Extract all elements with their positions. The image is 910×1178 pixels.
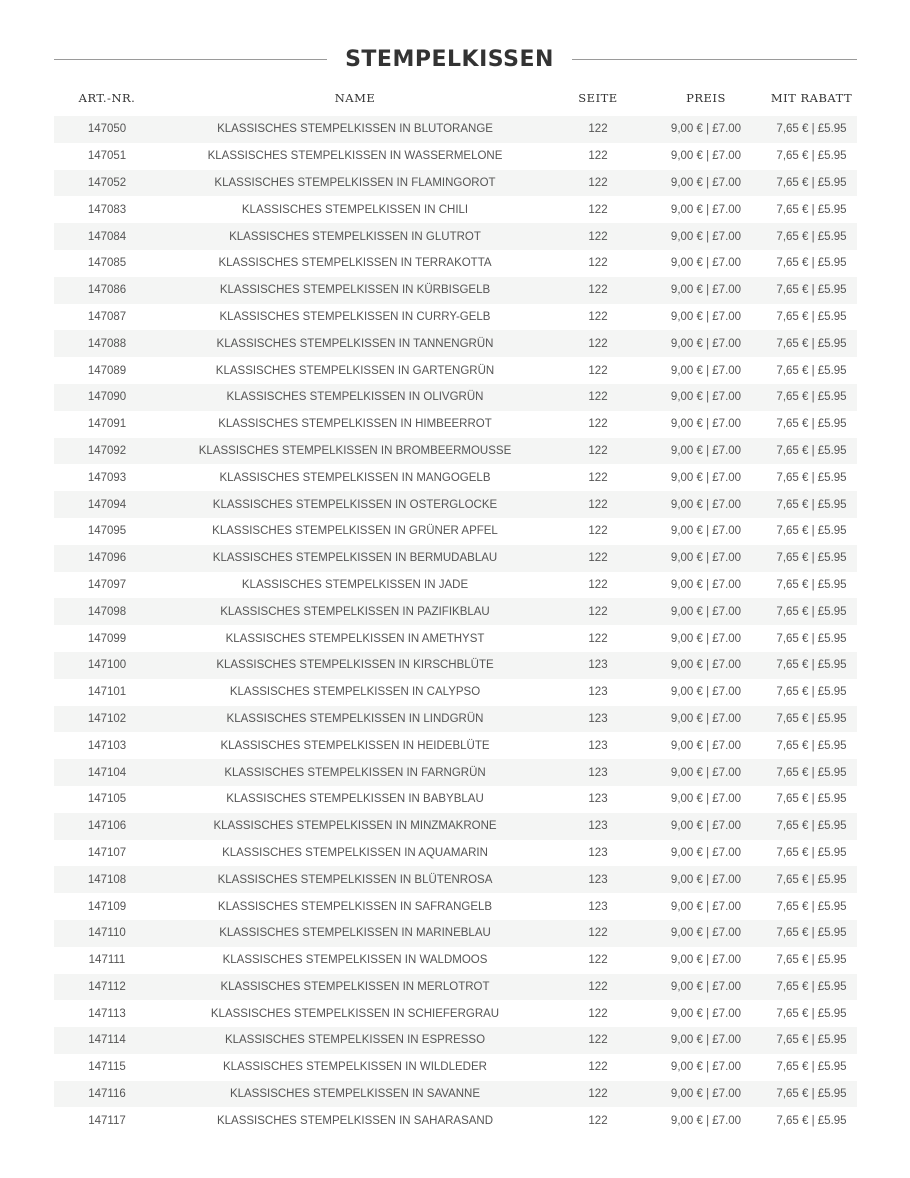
cell-art-nr: 147109 (87, 900, 127, 913)
cell-art-nr: 147102 (87, 712, 127, 725)
cell-preis: 9,00 € | £7.00 (670, 230, 742, 243)
cell-art-nr: 147108 (87, 873, 127, 886)
cell-seite: 122 (588, 418, 608, 431)
cell-mit-rabatt: 7,65 € | £5.95 (776, 1061, 847, 1074)
cell-seite: 122 (588, 1007, 608, 1020)
cell-seite: 123 (588, 900, 608, 913)
cell-name: KLASSISCHES STEMPELKISSEN IN FLAMINGOROT (214, 176, 496, 189)
cell-name: KLASSISCHES STEMPELKISSEN IN FARNGRÜN (224, 766, 486, 779)
cell-mit-rabatt: 7,65 € | £5.95 (776, 391, 847, 404)
table-row (54, 384, 857, 411)
cell-seite: 122 (588, 203, 608, 216)
table-header (54, 82, 857, 114)
table-row (54, 1027, 857, 1054)
cell-name: KLASSISCHES STEMPELKISSEN IN MANGOGELB (219, 471, 491, 484)
cell-name: KLASSISCHES STEMPELKISSEN IN CALYPSO (229, 686, 481, 699)
cell-art-nr: 147101 (87, 686, 127, 699)
cell-name: KLASSISCHES STEMPELKISSEN IN ESPRESSO (224, 1034, 486, 1047)
cell-name: KLASSISCHES STEMPELKISSEN IN MINZMAKRONE (213, 820, 497, 833)
cell-preis: 9,00 € | £7.00 (670, 766, 742, 779)
cell-mit-rabatt: 7,65 € | £5.95 (776, 123, 847, 136)
cell-name: KLASSISCHES STEMPELKISSEN IN GRÜNER APFEL (212, 525, 498, 538)
cell-mit-rabatt: 7,65 € | £5.95 (776, 739, 847, 752)
table-row (54, 813, 857, 840)
cell-art-nr: 147104 (87, 766, 127, 779)
cell-name: KLASSISCHES STEMPELKISSEN IN WASSERMELONE (207, 150, 503, 163)
cell-preis: 9,00 € | £7.00 (670, 820, 742, 833)
cell-seite: 122 (588, 1034, 608, 1047)
cell-mit-rabatt: 7,65 € | £5.95 (776, 900, 847, 913)
cell-preis: 9,00 € | £7.00 (670, 712, 742, 725)
cell-seite: 122 (588, 927, 608, 940)
cell-art-nr: 147114 (88, 1034, 126, 1047)
cell-preis: 9,00 € | £7.00 (670, 391, 742, 404)
cell-seite: 122 (588, 1114, 608, 1127)
cell-seite: 122 (588, 391, 608, 404)
table-row (54, 652, 857, 679)
cell-art-nr: 147090 (87, 391, 127, 404)
cell-preis: 9,00 € | £7.00 (670, 578, 742, 591)
cell-art-nr: 147052 (87, 176, 127, 189)
cell-preis: 9,00 € | £7.00 (670, 1034, 742, 1047)
cell-mit-rabatt: 7,65 € | £5.95 (776, 203, 847, 216)
table-row (54, 732, 857, 759)
cell-name: KLASSISCHES STEMPELKISSEN IN CHILI (241, 203, 469, 216)
page-title: STEMPELKISSEN (345, 47, 554, 72)
cell-name: KLASSISCHES STEMPELKISSEN IN BERMUDABLAU (212, 552, 498, 565)
cell-seite: 122 (588, 605, 608, 618)
table-row (54, 357, 857, 384)
cell-preis: 9,00 € | £7.00 (670, 900, 742, 913)
cell-mit-rabatt: 7,65 € | £5.95 (776, 284, 847, 297)
cell-preis: 9,00 € | £7.00 (670, 498, 742, 511)
cell-art-nr: 147094 (87, 498, 127, 511)
cell-name: KLASSISCHES STEMPELKISSEN IN LINDGRÜN (226, 712, 484, 725)
cell-name: KLASSISCHES STEMPELKISSEN IN MARINEBLAU (219, 927, 491, 940)
cell-mit-rabatt: 7,65 € | £5.95 (776, 659, 847, 672)
cell-art-nr: 147105 (87, 793, 127, 806)
cell-preis: 9,00 € | £7.00 (670, 846, 742, 859)
cell-seite: 123 (588, 846, 608, 859)
table-row (54, 920, 857, 947)
table-row (54, 223, 857, 250)
cell-mit-rabatt: 7,65 € | £5.95 (776, 1034, 847, 1047)
cell-name: KLASSISCHES STEMPELKISSEN IN OLIVGRÜN (226, 391, 484, 404)
cell-art-nr: 147084 (87, 230, 127, 243)
cell-preis: 9,00 € | £7.00 (670, 337, 742, 350)
cell-name: KLASSISCHES STEMPELKISSEN IN KIRSCHBLÜTE (216, 659, 494, 672)
cell-art-nr: 147092 (87, 444, 127, 457)
cell-name: KLASSISCHES STEMPELKISSEN IN OSTERGLOCKE (212, 498, 498, 511)
cell-mit-rabatt: 7,65 € | £5.95 (776, 471, 847, 484)
table-row (54, 625, 857, 652)
cell-preis: 9,00 € | £7.00 (670, 686, 742, 699)
table-row (54, 840, 857, 867)
table-row (54, 974, 857, 1001)
cell-mit-rabatt: 7,65 € | £5.95 (776, 1114, 847, 1127)
cell-seite: 122 (588, 176, 608, 189)
cell-art-nr: 147051 (87, 150, 127, 163)
table-row (54, 545, 857, 572)
cell-name: KLASSISCHES STEMPELKISSEN IN AQUAMARIN (222, 846, 488, 859)
cell-art-nr: 147096 (87, 552, 127, 565)
cell-name: KLASSISCHES STEMPELKISSEN IN AMETHYST (225, 632, 485, 645)
table-row (54, 250, 857, 277)
cell-preis: 9,00 € | £7.00 (670, 552, 742, 565)
cell-seite: 123 (588, 712, 608, 725)
cell-seite: 122 (588, 1061, 608, 1074)
cell-art-nr: 147116 (88, 1088, 126, 1101)
cell-seite: 122 (588, 150, 608, 163)
cell-art-nr: 147115 (88, 1061, 126, 1074)
cell-seite: 122 (588, 980, 608, 993)
cell-art-nr: 147107 (87, 846, 127, 859)
cell-seite: 122 (588, 954, 608, 967)
cell-preis: 9,00 € | £7.00 (670, 954, 742, 967)
cell-mit-rabatt: 7,65 € | £5.95 (776, 230, 847, 243)
cell-preis: 9,00 € | £7.00 (670, 632, 742, 645)
cell-preis: 9,00 € | £7.00 (670, 873, 742, 886)
cell-seite: 122 (588, 337, 608, 350)
table-row (54, 1081, 857, 1108)
cell-name: KLASSISCHES STEMPELKISSEN IN GARTENGRÜN (215, 364, 495, 377)
table-row (54, 411, 857, 438)
cell-art-nr: 147100 (87, 659, 127, 672)
cell-name: KLASSISCHES STEMPELKISSEN IN GLUTROT (229, 230, 481, 243)
cell-preis: 9,00 € | £7.00 (670, 364, 742, 377)
title-divider-left (54, 59, 327, 60)
table-row (54, 277, 857, 304)
cell-seite: 123 (588, 659, 608, 672)
cell-mit-rabatt: 7,65 € | £5.95 (776, 1007, 847, 1020)
cell-seite: 123 (588, 820, 608, 833)
table-row (54, 706, 857, 733)
cell-art-nr: 147098 (87, 605, 127, 618)
cell-name: KLASSISCHES STEMPELKISSEN IN TANNENGRÜN (216, 337, 494, 350)
cell-mit-rabatt: 7,65 € | £5.95 (776, 176, 847, 189)
table-row (54, 518, 857, 545)
cell-mit-rabatt: 7,65 € | £5.95 (776, 632, 847, 645)
cell-name: KLASSISCHES STEMPELKISSEN IN WALDMOOS (222, 954, 488, 967)
cell-seite: 122 (588, 525, 608, 538)
cell-art-nr: 147091 (87, 418, 127, 431)
cell-preis: 9,00 € | £7.00 (670, 444, 742, 457)
table-row (54, 598, 857, 625)
cell-mit-rabatt: 7,65 € | £5.95 (776, 846, 847, 859)
cell-mit-rabatt: 7,65 € | £5.95 (776, 954, 847, 967)
cell-name: KLASSISCHES STEMPELKISSEN IN BABYBLAU (226, 793, 484, 806)
cell-mit-rabatt: 7,65 € | £5.95 (776, 337, 847, 350)
cell-mit-rabatt: 7,65 € | £5.95 (776, 257, 847, 270)
header-art-nr: ART.-NR. (78, 91, 136, 105)
cell-mit-rabatt: 7,65 € | £5.95 (776, 873, 847, 886)
cell-mit-rabatt: 7,65 € | £5.95 (776, 820, 847, 833)
cell-preis: 9,00 € | £7.00 (670, 150, 742, 163)
cell-preis: 9,00 € | £7.00 (670, 203, 742, 216)
cell-preis: 9,00 € | £7.00 (670, 1114, 742, 1127)
cell-seite: 122 (588, 364, 608, 377)
table-row (54, 866, 857, 893)
cell-name: KLASSISCHES STEMPELKISSEN IN TERRAKOTTA (218, 257, 492, 270)
cell-preis: 9,00 € | £7.00 (670, 739, 742, 752)
header-seite: SEITE (578, 91, 618, 105)
table-row (54, 1054, 857, 1081)
cell-seite: 123 (588, 686, 608, 699)
cell-name: KLASSISCHES STEMPELKISSEN IN KÜRBISGELB (219, 284, 491, 297)
cell-preis: 9,00 € | £7.00 (670, 471, 742, 484)
table-row (54, 330, 857, 357)
cell-mit-rabatt: 7,65 € | £5.95 (776, 364, 847, 377)
table-row (54, 170, 857, 197)
header-mit-rabatt: MIT RABATT (770, 91, 853, 105)
cell-name: KLASSISCHES STEMPELKISSEN IN BROMBEERMOUSSE (198, 444, 512, 457)
table-row (54, 464, 857, 491)
cell-art-nr: 147117 (88, 1114, 126, 1127)
cell-preis: 9,00 € | £7.00 (670, 525, 742, 538)
cell-seite: 122 (588, 257, 608, 270)
cell-art-nr: 147083 (87, 203, 127, 216)
cell-art-nr: 147097 (87, 578, 127, 591)
cell-mit-rabatt: 7,65 € | £5.95 (776, 552, 847, 565)
cell-preis: 9,00 € | £7.00 (670, 310, 742, 323)
cell-name: KLASSISCHES STEMPELKISSEN IN HIMBEERROT (218, 418, 492, 431)
cell-art-nr: 147086 (87, 284, 127, 297)
cell-mit-rabatt: 7,65 € | £5.95 (776, 980, 847, 993)
cell-art-nr: 147050 (87, 123, 127, 136)
cell-name: KLASSISCHES STEMPELKISSEN IN SAHARASAND (216, 1114, 494, 1127)
table-row (54, 893, 857, 920)
cell-preis: 9,00 € | £7.00 (670, 176, 742, 189)
cell-name: KLASSISCHES STEMPELKISSEN IN BLUTORANGE (217, 123, 493, 136)
price-table (54, 82, 857, 1134)
cell-art-nr: 147111 (88, 954, 126, 967)
cell-seite: 122 (588, 284, 608, 297)
cell-mit-rabatt: 7,65 € | £5.95 (776, 578, 847, 591)
table-row (54, 679, 857, 706)
cell-art-nr: 147112 (88, 980, 126, 993)
cell-seite: 123 (588, 873, 608, 886)
cell-art-nr: 147113 (88, 1007, 126, 1020)
table-row (54, 759, 857, 786)
table-row (54, 491, 857, 518)
cell-art-nr: 147087 (87, 310, 127, 323)
table-body (54, 116, 857, 1134)
cell-mit-rabatt: 7,65 € | £5.95 (776, 1088, 847, 1101)
cell-preis: 9,00 € | £7.00 (670, 605, 742, 618)
cell-name: KLASSISCHES STEMPELKISSEN IN BLÜTENROSA (217, 873, 493, 886)
cell-mit-rabatt: 7,65 € | £5.95 (776, 525, 847, 538)
cell-art-nr: 147110 (88, 927, 126, 940)
cell-mit-rabatt: 7,65 € | £5.95 (776, 793, 847, 806)
table-row (54, 1000, 857, 1027)
cell-art-nr: 147088 (87, 337, 127, 350)
cell-name: KLASSISCHES STEMPELKISSEN IN PAZIFIKBLAU (220, 605, 490, 618)
cell-art-nr: 147103 (87, 739, 127, 752)
cell-seite: 122 (588, 498, 608, 511)
cell-mit-rabatt: 7,65 € | £5.95 (776, 150, 847, 163)
table-row (54, 947, 857, 974)
cell-art-nr: 147106 (87, 820, 127, 833)
cell-mit-rabatt: 7,65 € | £5.95 (776, 605, 847, 618)
cell-mit-rabatt: 7,65 € | £5.95 (776, 766, 847, 779)
cell-art-nr: 147093 (87, 471, 127, 484)
cell-art-nr: 147089 (87, 364, 127, 377)
cell-preis: 9,00 € | £7.00 (670, 284, 742, 297)
table-row (54, 116, 857, 143)
cell-mit-rabatt: 7,65 € | £5.95 (776, 418, 847, 431)
cell-art-nr: 147099 (87, 632, 127, 645)
cell-seite: 122 (588, 310, 608, 323)
cell-name: KLASSISCHES STEMPELKISSEN IN WILDLEDER (223, 1061, 487, 1074)
cell-seite: 123 (588, 739, 608, 752)
cell-preis: 9,00 € | £7.00 (670, 1007, 742, 1020)
cell-preis: 9,00 € | £7.00 (670, 123, 742, 136)
cell-seite: 122 (588, 578, 608, 591)
cell-name: KLASSISCHES STEMPELKISSEN IN SAVANNE (229, 1088, 481, 1101)
cell-name: KLASSISCHES STEMPELKISSEN IN SAFRANGELB (217, 900, 493, 913)
cell-art-nr: 147085 (87, 257, 127, 270)
cell-art-nr: 147095 (87, 525, 127, 538)
cell-mit-rabatt: 7,65 € | £5.95 (776, 498, 847, 511)
table-row (54, 304, 857, 331)
cell-preis: 9,00 € | £7.00 (670, 793, 742, 806)
title-row (54, 44, 857, 76)
cell-mit-rabatt: 7,65 € | £5.95 (776, 712, 847, 725)
cell-name: KLASSISCHES STEMPELKISSEN IN HEIDEBLÜTE (220, 739, 490, 752)
cell-seite: 122 (588, 632, 608, 645)
cell-preis: 9,00 € | £7.00 (670, 980, 742, 993)
table-row (54, 1107, 857, 1134)
table-row (54, 143, 857, 170)
table-row (54, 438, 857, 465)
cell-seite: 123 (588, 766, 608, 779)
cell-mit-rabatt: 7,65 € | £5.95 (776, 927, 847, 940)
cell-mit-rabatt: 7,65 € | £5.95 (776, 310, 847, 323)
cell-preis: 9,00 € | £7.00 (670, 927, 742, 940)
cell-preis: 9,00 € | £7.00 (670, 257, 742, 270)
cell-preis: 9,00 € | £7.00 (670, 418, 742, 431)
cell-preis: 9,00 € | £7.00 (670, 1088, 742, 1101)
cell-name: KLASSISCHES STEMPELKISSEN IN SCHIEFERGRAU (210, 1007, 500, 1020)
cell-preis: 9,00 € | £7.00 (670, 659, 742, 672)
cell-seite: 122 (588, 471, 608, 484)
table-row (54, 196, 857, 223)
title-divider-right (572, 59, 857, 60)
header-preis: PREIS (686, 91, 726, 105)
table-row (54, 572, 857, 599)
cell-seite: 122 (588, 444, 608, 457)
table-row (54, 786, 857, 813)
cell-seite: 122 (588, 1088, 608, 1101)
cell-mit-rabatt: 7,65 € | £5.95 (776, 686, 847, 699)
header-name: NAME (334, 91, 376, 105)
cell-seite: 122 (588, 123, 608, 136)
cell-name: KLASSISCHES STEMPELKISSEN IN CURRY-GELB (219, 310, 491, 323)
cell-seite: 123 (588, 793, 608, 806)
cell-mit-rabatt: 7,65 € | £5.95 (776, 444, 847, 457)
cell-preis: 9,00 € | £7.00 (670, 1061, 742, 1074)
cell-seite: 122 (588, 552, 608, 565)
cell-name: KLASSISCHES STEMPELKISSEN IN MERLOTROT (220, 980, 490, 993)
cell-name: KLASSISCHES STEMPELKISSEN IN JADE (241, 578, 469, 591)
cell-seite: 122 (588, 230, 608, 243)
